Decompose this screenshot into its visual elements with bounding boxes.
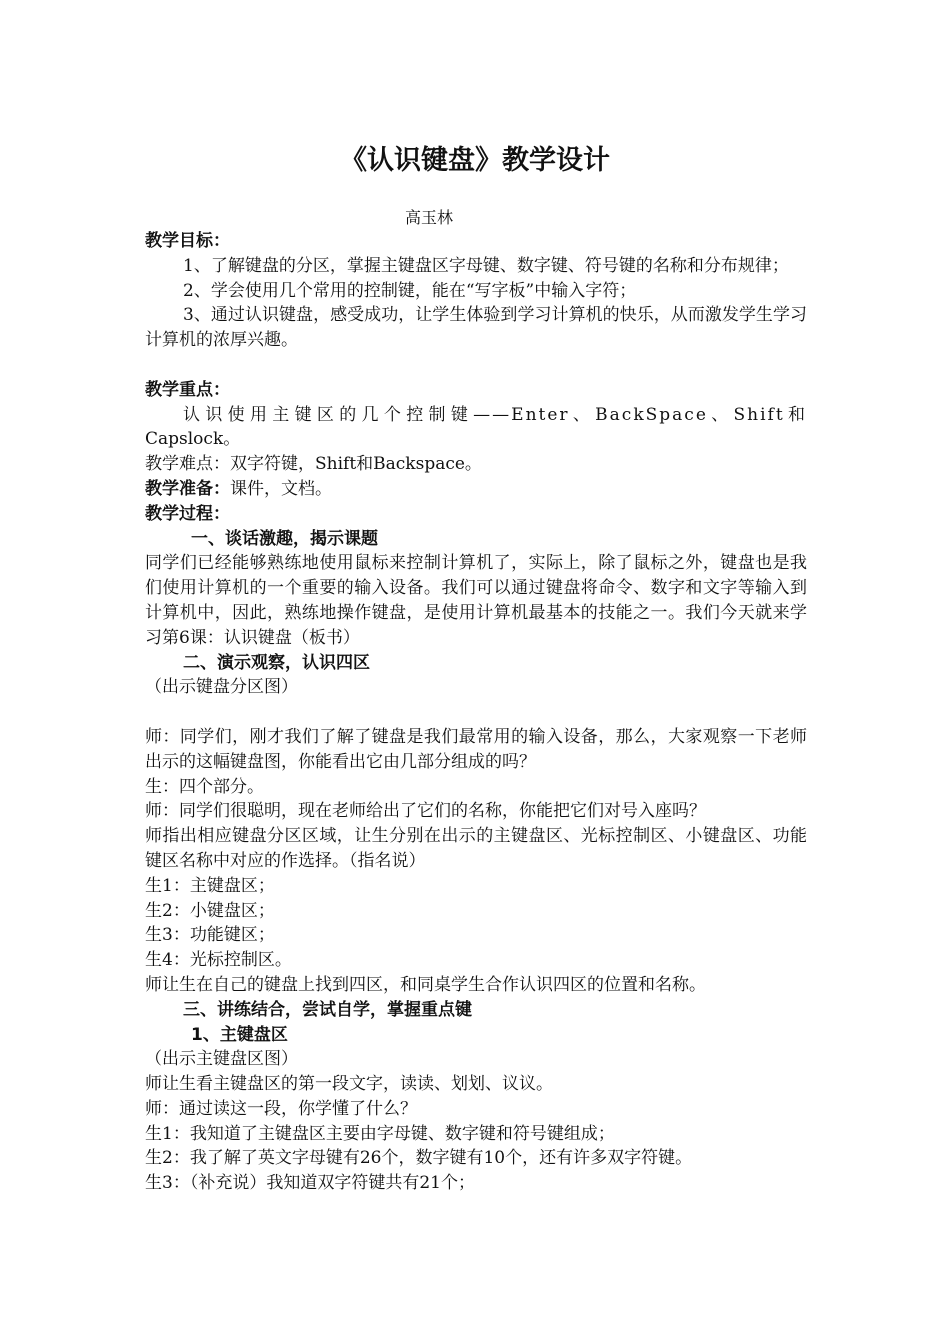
student-line-8: 生3：（补充说）我知道双字符键共有21个； — [145, 1173, 475, 1194]
key-points-line-2: Capslock。 — [145, 429, 241, 450]
student-line-1: 生：四个部分。 — [145, 776, 264, 797]
objective-3: 3、通过认识键盘，感受成功，让学生体验到学习计算机的快乐，从而激发学生学习计算机的浓厚兴趣。 — [145, 305, 807, 351]
prep-label: 教学准备： — [145, 478, 230, 499]
section-2-heading: 二、演示观察，认识四区 — [183, 652, 370, 673]
teacher-line-5: 师让生看主键盘区的第一段文字，读读、划划、议议。 — [145, 1074, 553, 1095]
teacher-line-3: 师指出相应键盘分区区域，让生分别在出示的主键盘区、光标控制区、小键盘区、功能键区名称中对应的作选择。（指名说） — [145, 826, 807, 871]
difficulty-text: 教学难点：双字符键，Shift和Backspace。 — [145, 454, 482, 475]
section-1-heading: 一、谈话激趣，揭示课题 — [191, 528, 378, 549]
objectives-heading: 教学目标： — [145, 231, 230, 251]
subsection-1-heading: 1、主键盘区 — [191, 1024, 288, 1045]
student-line-2: 生1：主键盘区； — [145, 875, 275, 896]
student-line-3: 生2：小键盘区； — [145, 900, 275, 921]
document-body — [145, 229, 807, 1196]
author-name: 高玉林 — [405, 208, 454, 227]
teacher-line-1: 师：同学们，刚才我们了解了键盘是我们最常用的输入设备，那么，大家观察一下老师出示的这幅键盘图，你能看出它由几部分组成的吗？ — [145, 726, 807, 772]
student-line-4: 生3：功能键区； — [145, 925, 275, 946]
student-line-7: 生2：我了解了英文字母键有26个，数字键有10个，还有许多双字符键。 — [145, 1148, 693, 1169]
prep-line — [145, 477, 807, 502]
spacer — [145, 700, 807, 725]
student-line-5: 生4：光标控制区。 — [145, 950, 292, 971]
prep-text: 课件，文档。 — [230, 478, 332, 499]
teacher-line-6: 师：通过读这一段，你学懂了什么？ — [145, 1098, 417, 1119]
student-line-6: 生1：我知道了主键盘区主要由字母键、数字键和符号键组成； — [145, 1123, 615, 1144]
objective-1: 1、了解键盘的分区，掌握主键盘区字母键、数字键、符号键的名称和分布规律； — [183, 255, 789, 276]
section-3-heading: 三、讲练结合，尝试自学，掌握重点键 — [183, 999, 472, 1020]
key-points-line-1: 认识使用主键区的几个控制键——Enter、BackSpace、Shift和 — [183, 404, 807, 425]
spacer — [145, 353, 807, 378]
document-title: 《认识键盘》教学设计 — [340, 145, 610, 176]
show-main-keyboard: （出示主键盘区图） — [145, 1049, 298, 1070]
teacher-line-4: 师让生在自己的键盘上找到四区，和同桌学生合作认识四区的位置和名称。 — [145, 974, 706, 995]
paragraph-1: 同学们已经能够熟练地使用鼠标来控制计算机了，实际上，除了鼠标之外，键盘也是我们使用计算机的一个重要的输入设备。我们可以通过键盘将命令、数字和文字等输入到计算机中，因此，熟练地操作键盘，是使用计算机最基本的技能之一。我们今天就来学习第6课：认识键盘（板书） — [145, 553, 807, 648]
show-keyboard-zones: （出示键盘分区图） — [145, 677, 298, 698]
teacher-line-2: 师：同学们很聪明，现在老师给出了它们的名称，你能把它们对号入座吗？ — [145, 801, 706, 822]
key-points-heading: 教学重点： — [145, 379, 230, 400]
process-heading: 教学过程： — [145, 503, 230, 524]
objective-2: 2、学会使用几个常用的控制键，能在“写字板”中输入字符； — [183, 280, 637, 301]
